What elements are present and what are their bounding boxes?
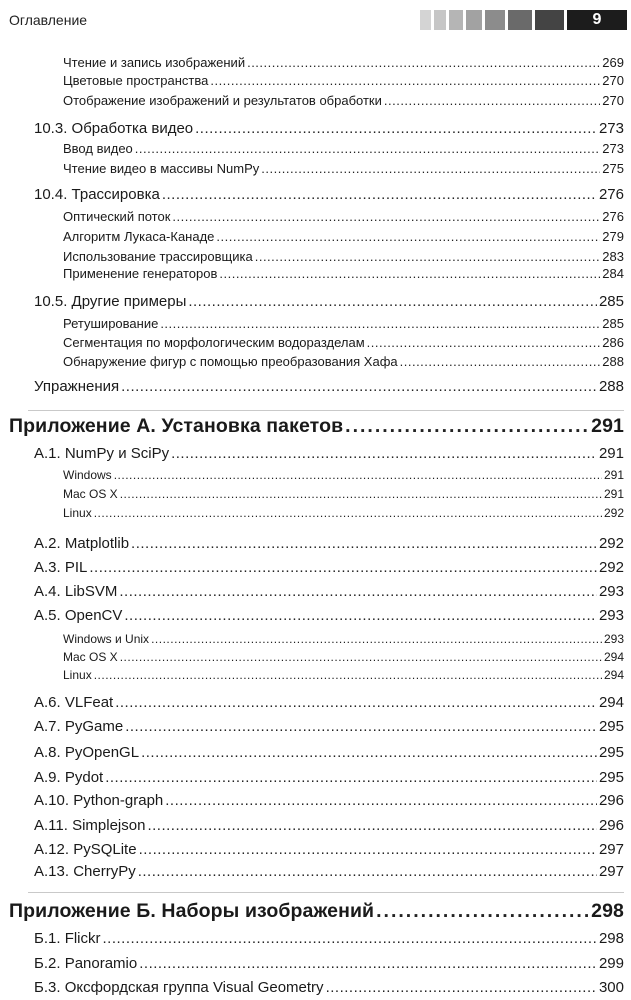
- toc-subsection-entry[interactable]: [63, 209, 624, 224]
- toc-entry-title: Приложение А. Установка пакетов: [9, 415, 344, 437]
- toc-entry-title: Применение генераторов: [63, 266, 218, 281]
- toc-entry-page: 298: [598, 930, 624, 947]
- toc-entry-title: Windows: [63, 468, 112, 482]
- toc-dot-leader: [172, 209, 600, 224]
- toc-entry-title: Алгоритм Лукаса-Канаде: [63, 229, 215, 244]
- toc-entry-title: Mac OS X: [63, 650, 118, 664]
- toc-entry-page: 273: [602, 141, 624, 156]
- toc-entry-page: 292: [598, 535, 624, 552]
- toc-entry-title: Б.2. Panoramio: [34, 955, 138, 972]
- toc-dot-leader: [139, 841, 597, 858]
- toc-dot-leader: [384, 93, 600, 108]
- toc-entry-title: Windows и Unix: [63, 632, 150, 646]
- toc-dot-leader: [326, 979, 597, 996]
- toc-entry-page: 292: [598, 559, 624, 576]
- toc-entry-page: 293: [603, 632, 624, 646]
- toc-section-entry[interactable]: [34, 535, 624, 552]
- toc-subsection-entry[interactable]: [63, 266, 624, 281]
- toc-section-entry[interactable]: [34, 744, 624, 761]
- toc-entry-page: 273: [598, 120, 624, 137]
- toc-entry-title: Отображение изображений и результатов обработки: [63, 93, 382, 108]
- toc-entry-title: А.10. Python-graph: [34, 792, 164, 809]
- toc-dot-leader: [125, 718, 597, 735]
- toc-dot-leader: [247, 55, 600, 70]
- toc-dot-leader: [255, 249, 601, 264]
- toc-section-entry[interactable]: [34, 694, 624, 711]
- toc-dot-leader: [188, 293, 597, 310]
- toc-entry-title: Оптический поток: [63, 209, 171, 224]
- toc-entry-title: 10.5. Другие примеры: [34, 293, 187, 310]
- toc-section-entry[interactable]: [34, 817, 624, 834]
- toc-entry-title: Б.1. Flickr: [34, 930, 101, 947]
- toc-entry-page: 279: [602, 229, 624, 244]
- toc-entry-page: 296: [598, 817, 624, 834]
- toc-entry-page: 299: [598, 955, 624, 972]
- toc-subsection-entry[interactable]: [63, 93, 624, 108]
- toc-entry-title: Ввод видео: [63, 141, 133, 156]
- toc-entry-page: 294: [598, 694, 624, 711]
- toc-entry-page: 270: [602, 73, 624, 88]
- toc-entry-page: 297: [598, 841, 624, 858]
- toc-entry-title: Чтение и запись изображений: [63, 55, 246, 70]
- toc-section-entry[interactable]: [34, 378, 624, 395]
- toc-dot-leader: [114, 468, 602, 482]
- toc-dot-leader: [120, 650, 602, 664]
- toc-dot-leader: [89, 559, 597, 576]
- toc-entry-page: 294: [603, 668, 624, 682]
- toc-entry-page: 298: [591, 900, 624, 922]
- toc-subsection-entry[interactable]: [63, 229, 624, 244]
- toc-chapter-entry[interactable]: [9, 900, 624, 923]
- toc-entry-page: 288: [598, 378, 624, 395]
- toc-entry-title: Упражнения: [34, 378, 120, 395]
- toc-dot-leader: [94, 668, 602, 682]
- toc-section-entry[interactable]: [34, 955, 624, 972]
- toc-entry-title: Использование трассировщика: [63, 249, 253, 264]
- toc-dot-leader: [94, 506, 602, 520]
- toc-entry-title: А.6. VLFeat: [34, 694, 114, 711]
- toc-subsection-entry[interactable]: [63, 354, 624, 369]
- page-number: 9: [567, 10, 627, 30]
- toc-dot-leader: [261, 161, 600, 176]
- toc-dot-leader: [367, 335, 601, 350]
- toc-entry-page: 288: [602, 354, 624, 369]
- toc-dot-leader: [376, 900, 589, 923]
- toc-entry-title: 10.4. Трассировка: [34, 186, 160, 203]
- toc-entry-title: А.2. Matplotlib: [34, 535, 130, 552]
- toc-entry-title: Mac OS X: [63, 487, 118, 501]
- toc-entry-title: А.13. CherryPy: [34, 863, 136, 880]
- toc-section-entry[interactable]: [34, 979, 624, 996]
- toc-dot-leader: [151, 632, 602, 646]
- chapter-rule: [28, 892, 624, 893]
- toc-section-entry[interactable]: [34, 607, 624, 624]
- toc-entry-title: Чтение видео в массивы NumPy: [63, 161, 260, 176]
- toc-dot-leader: [147, 817, 597, 834]
- toc-dot-leader: [345, 415, 589, 438]
- toc-entry-page: 285: [598, 293, 624, 310]
- toc-subsection-entry[interactable]: [63, 73, 624, 88]
- toc-entry-page: 292: [603, 506, 624, 520]
- toc-chapter-entry[interactable]: [9, 415, 624, 438]
- toc-subsection-entry[interactable]: [63, 141, 624, 156]
- toc-section-entry[interactable]: [34, 559, 624, 576]
- toc-entry-title: А.5. OpenCV: [34, 607, 123, 624]
- toc-section-entry[interactable]: [34, 792, 624, 809]
- toc-section-entry[interactable]: [34, 841, 624, 858]
- toc-entry-page: 283: [602, 249, 624, 264]
- toc-entry-page: 291: [603, 487, 624, 501]
- toc-subsection-entry[interactable]: [63, 668, 624, 682]
- toc-dot-leader: [103, 930, 597, 947]
- toc-entry-page: 276: [602, 209, 624, 224]
- toc-dot-leader: [115, 694, 597, 711]
- toc-entry-page: 275: [602, 161, 624, 176]
- toc-entry-title: А.7. PyGame: [34, 718, 124, 735]
- toc-entry-page: 295: [598, 744, 624, 761]
- toc-dot-leader: [160, 316, 600, 331]
- toc-entry-title: Linux: [63, 668, 92, 682]
- toc-entry-title: Ретуширование: [63, 316, 159, 331]
- toc-dot-leader: [120, 487, 602, 501]
- toc-subsection-entry[interactable]: [63, 487, 624, 501]
- toc-subsection-entry[interactable]: [63, 650, 624, 664]
- toc-entry-page: 297: [598, 863, 624, 880]
- toc-entry-page: 284: [602, 266, 624, 281]
- toc-subsection-entry[interactable]: [63, 468, 624, 482]
- toc-entry-page: 286: [602, 335, 624, 350]
- toc-dot-leader: [131, 535, 597, 552]
- toc-subsection-entry[interactable]: [63, 632, 624, 646]
- toc-entry-title: Б.3. Оксфордская группа Visual Geometry: [34, 979, 324, 996]
- toc-entry-page: 294: [603, 650, 624, 664]
- toc-entry-title: Приложение Б. Наборы изображений: [9, 900, 375, 922]
- toc-dot-leader: [139, 955, 597, 972]
- toc-entry-title: А.9. Pydot: [34, 769, 104, 786]
- toc-section-entry[interactable]: [34, 930, 624, 947]
- toc-section-entry[interactable]: [34, 293, 624, 310]
- toc-entry-title: А.4. LibSVM: [34, 583, 118, 600]
- toc-entry-title: А.3. PIL: [34, 559, 88, 576]
- toc-entry-page: 296: [598, 792, 624, 809]
- toc-dot-leader: [171, 445, 597, 462]
- toc-dot-leader: [195, 120, 597, 137]
- toc-section-entry[interactable]: [34, 583, 624, 600]
- chapter-rule: [28, 410, 624, 411]
- toc-entry-page: 285: [602, 316, 624, 331]
- toc-entry-page: 295: [598, 769, 624, 786]
- toc-entry-title: 10.3. Обработка видео: [34, 120, 194, 137]
- toc-entry-page: 276: [598, 186, 624, 203]
- toc-dot-leader: [162, 186, 597, 203]
- toc-dot-leader: [135, 141, 601, 156]
- toc-section-entry[interactable]: [34, 769, 624, 786]
- toc-dot-leader: [400, 354, 601, 369]
- toc-entry-page: 293: [598, 607, 624, 624]
- toc-subsection-entry[interactable]: [63, 316, 624, 331]
- toc-dot-leader: [124, 607, 597, 624]
- toc-section-entry[interactable]: [34, 186, 624, 203]
- toc-dot-leader: [165, 792, 597, 809]
- toc-subsection-entry[interactable]: [63, 55, 624, 70]
- toc-entry-page: 269: [602, 55, 624, 70]
- toc-entry-page: 291: [598, 445, 624, 462]
- toc-entry-page: 293: [598, 583, 624, 600]
- toc-entry-page: 291: [591, 415, 624, 437]
- toc-entry-page: 291: [603, 468, 624, 482]
- toc-subsection-entry[interactable]: [63, 249, 624, 264]
- toc-entry-page: 270: [602, 93, 624, 108]
- toc-entry-title: Сегментация по морфологическим водоразделам: [63, 335, 365, 350]
- toc-dot-leader: [216, 229, 600, 244]
- toc-entry-title: А.12. PySQLite: [34, 841, 137, 858]
- toc-dot-leader: [219, 266, 600, 281]
- toc-subsection-entry[interactable]: [63, 506, 624, 520]
- toc-dot-leader: [141, 744, 597, 761]
- toc-dot-leader: [105, 769, 597, 786]
- toc-dot-leader: [210, 73, 600, 88]
- toc-section-entry[interactable]: [34, 120, 624, 137]
- toc-section-entry[interactable]: [34, 863, 624, 880]
- toc-dot-leader: [119, 583, 597, 600]
- toc-entry-title: А.1. NumPy и SciPy: [34, 445, 170, 462]
- toc-dot-leader: [138, 863, 597, 880]
- toc-entry-title: Linux: [63, 506, 92, 520]
- toc-entry-title: Обнаружение фигур с помощью преобразования Хафа: [63, 354, 398, 369]
- toc-section-entry[interactable]: [34, 718, 624, 735]
- toc-subsection-entry[interactable]: [63, 161, 624, 176]
- toc-subsection-entry[interactable]: [63, 335, 624, 350]
- running-head-title: Оглавление: [9, 12, 88, 28]
- toc-entry-page: 300: [598, 979, 624, 996]
- toc-entry-title: Цветовые пространства: [63, 73, 209, 88]
- toc-entry-title: А.11. Simplejson: [34, 817, 146, 834]
- toc-section-entry[interactable]: [34, 445, 624, 462]
- toc-dot-leader: [121, 378, 597, 395]
- toc-entry-page: 295: [598, 718, 624, 735]
- toc-entry-title: А.8. PyOpenGL: [34, 744, 140, 761]
